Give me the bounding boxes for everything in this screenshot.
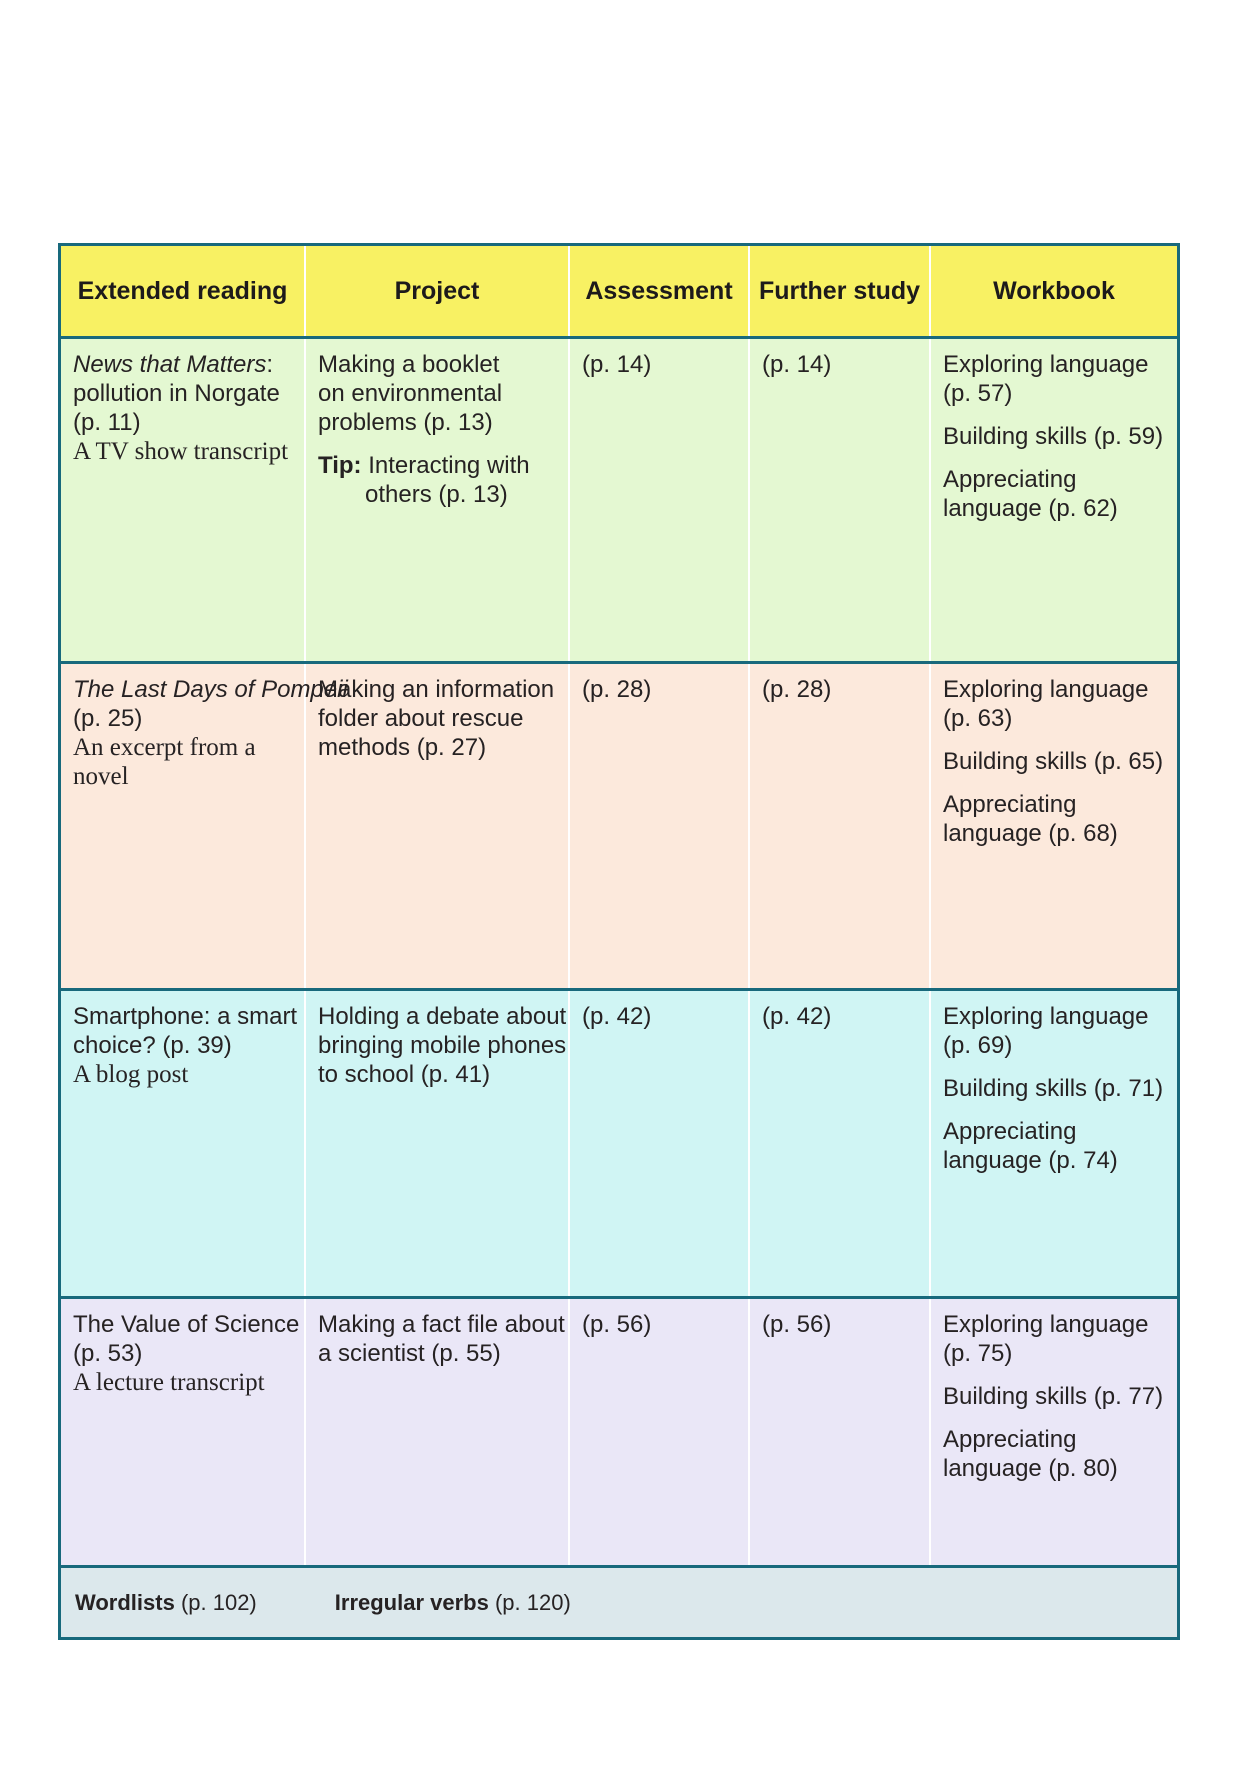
project-line: a scientist (p. 55) — [318, 1340, 501, 1367]
workbook-line: Building skills (p. 77) — [943, 1383, 1164, 1410]
assessment-cell: (p. 14) — [570, 339, 750, 661]
reading-line: Smartphone: a smart — [73, 1003, 298, 1030]
genre-label: An excerpt from a — [73, 734, 256, 761]
workbook-line: (p. 69) — [943, 1032, 1013, 1059]
tip-continuation: others (p. 13) — [365, 481, 508, 508]
wordlists-pages: (p. 102) — [174, 1589, 257, 1615]
genre-label: A TV show transcript — [73, 438, 289, 465]
reading-line: pollution in Norgate — [73, 380, 280, 407]
unit-row-3 — [61, 988, 1177, 1296]
project-line: on environmental — [318, 380, 503, 407]
unit-row-1 — [61, 336, 1177, 661]
workbook-item — [943, 465, 1165, 523]
genre-label: A blog post — [73, 1061, 189, 1088]
workbook-cell — [931, 1299, 1177, 1565]
workbook-item — [943, 350, 1165, 408]
workbook-line: Appreciating — [943, 466, 1077, 493]
workbook-line: language (p. 74) — [943, 1147, 1118, 1174]
assessment-cell: (p. 28) — [570, 664, 750, 988]
workbook-item — [943, 1310, 1165, 1368]
further-study-cell: (p. 42) — [750, 991, 931, 1296]
workbook-line: Exploring language — [943, 676, 1149, 703]
workbook-item — [943, 1382, 1165, 1411]
workbook-line: Building skills (p. 59) — [943, 423, 1164, 450]
table-header-row — [61, 246, 1177, 336]
column-header-workbook: Workbook — [993, 276, 1115, 305]
irregular-verbs-label: Irregular verbs — [334, 1589, 489, 1615]
workbook-item — [943, 1002, 1165, 1060]
assessment-cell: (p. 42) — [570, 991, 750, 1296]
assessment-cell: (p. 56) — [570, 1299, 750, 1565]
project-cell — [306, 1299, 570, 1565]
workbook-line: Exploring language — [943, 1003, 1149, 1030]
reading-pages: choice? (p. 39) — [73, 1032, 232, 1059]
reading-title: News that Matters — [73, 351, 267, 378]
reading-pages: (p. 53) — [73, 1340, 143, 1367]
genre-label: novel — [73, 763, 129, 790]
project-line: Making an information — [318, 676, 555, 703]
column-header-assessment: Assessment — [570, 246, 750, 336]
footer-wordlists — [75, 1590, 257, 1616]
wordlists-label: Wordlists — [75, 1589, 175, 1615]
tip-label: Tip: — [318, 452, 362, 479]
project-cell — [306, 339, 570, 661]
reading-title-suffix: : — [266, 351, 274, 378]
workbook-line: (p. 63) — [943, 705, 1013, 732]
reading-line: The Value of Science — [73, 1311, 300, 1338]
workbook-item — [943, 1425, 1165, 1483]
extended-reading-cell — [61, 991, 306, 1296]
reading-title-line — [73, 675, 348, 704]
workbook-line: Appreciating — [943, 791, 1077, 818]
project-line: Making a booklet — [318, 351, 500, 378]
irregular-verbs-pages: (p. 120) — [488, 1589, 571, 1615]
project-cell — [306, 991, 570, 1296]
workbook-cell — [931, 664, 1177, 988]
project-line: bringing mobile phones — [318, 1032, 567, 1059]
project-line: Making a fact file about — [318, 1311, 565, 1338]
project-line: Holding a debate about — [318, 1003, 567, 1030]
reading-pages: (p. 25) — [73, 705, 143, 732]
project-line: problems (p. 13) — [318, 409, 493, 436]
workbook-item — [943, 675, 1165, 733]
workbook-item — [943, 790, 1165, 848]
column-header-extended-reading: Extended reading — [61, 246, 306, 336]
workbook-line: Building skills (p. 71) — [943, 1075, 1164, 1102]
workbook-line: language (p. 68) — [943, 820, 1118, 847]
tip-text: Interacting with — [361, 452, 530, 479]
workbook-line: Appreciating — [943, 1426, 1077, 1453]
contents-table — [58, 243, 1180, 1640]
workbook-line: (p. 57) — [943, 380, 1013, 407]
workbook-item — [943, 1074, 1165, 1103]
column-header-further-study: Further study — [750, 246, 931, 336]
extended-reading-cell — [61, 339, 306, 661]
extended-reading-cell — [61, 664, 348, 988]
workbook-line: language (p. 80) — [943, 1455, 1118, 1482]
workbook-line: Appreciating — [943, 1118, 1077, 1145]
project-cell — [306, 664, 570, 988]
extended-reading-cell — [61, 1299, 306, 1565]
workbook-line: Exploring language — [943, 351, 1149, 378]
workbook-item — [943, 422, 1165, 451]
workbook-item — [943, 1117, 1165, 1175]
reading-pages: (p. 11) — [73, 409, 141, 436]
workbook-line: Building skills (p. 65) — [943, 748, 1164, 775]
tip-note — [318, 451, 556, 509]
reading-title-line — [73, 350, 292, 379]
workbook-item — [943, 747, 1165, 776]
further-study-cell: (p. 14) — [750, 339, 931, 661]
footer-irregular-verbs — [335, 1590, 571, 1616]
project-line: to school (p. 41) — [318, 1061, 491, 1088]
genre-label: A lecture transcript — [73, 1369, 265, 1396]
project-line: folder about rescue — [318, 705, 524, 732]
reading-title: The Last Days of Pompeii — [73, 676, 348, 703]
workbook-line: Exploring language — [943, 1311, 1149, 1338]
workbook-cell — [931, 991, 1177, 1296]
further-study-cell: (p. 28) — [750, 664, 931, 988]
workbook-line: language (p. 62) — [943, 495, 1118, 522]
unit-row-4 — [61, 1296, 1177, 1565]
column-header-project: Project — [306, 246, 570, 336]
unit-row-2 — [61, 661, 1177, 988]
table-footer-row — [61, 1565, 1177, 1637]
workbook-line: (p. 75) — [943, 1340, 1013, 1367]
project-line: methods (p. 27) — [318, 734, 487, 761]
workbook-cell — [931, 339, 1177, 661]
further-study-cell: (p. 56) — [750, 1299, 931, 1565]
